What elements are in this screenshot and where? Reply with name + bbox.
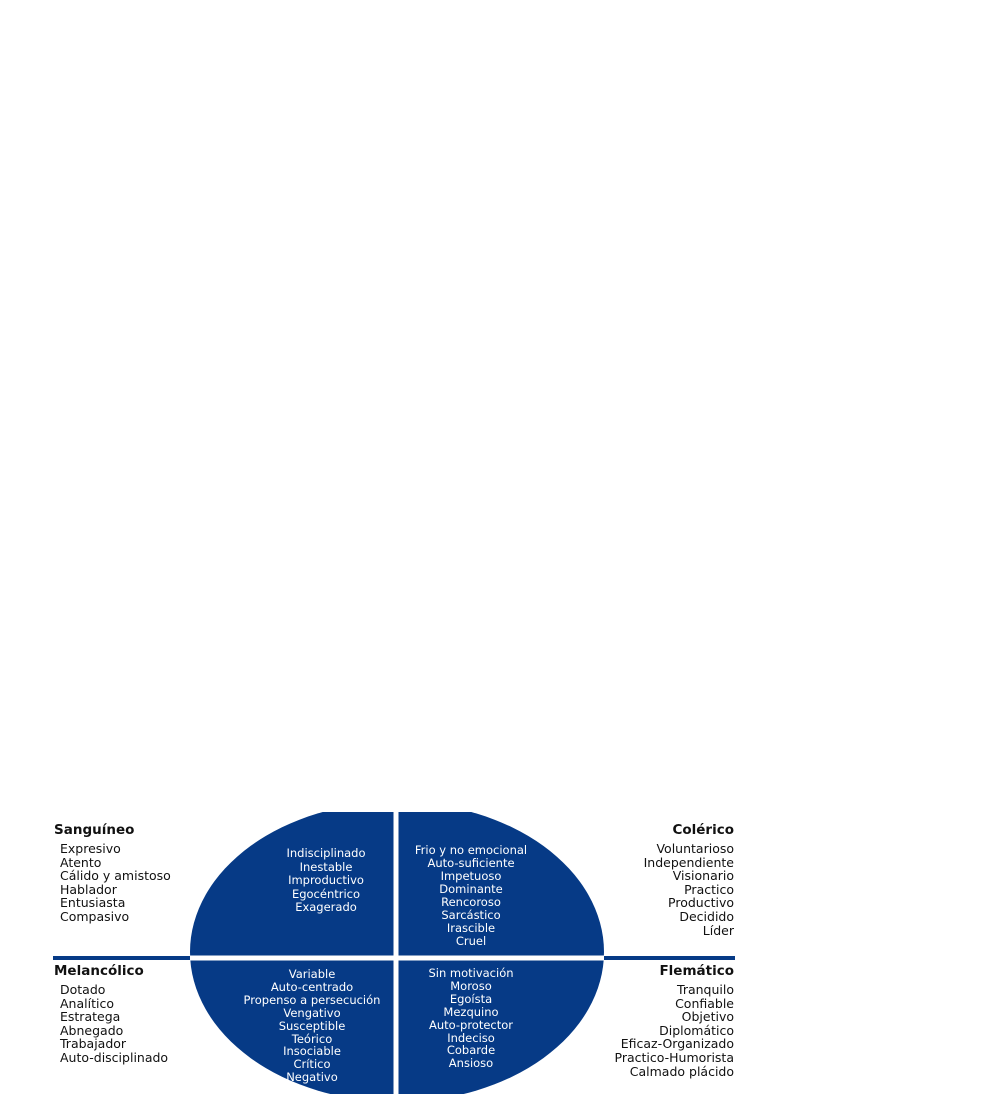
list-item: Voluntarioso bbox=[656, 841, 734, 856]
list-item: Impetuoso bbox=[440, 869, 502, 883]
sanguineo-title: Sanguíneo bbox=[54, 822, 135, 838]
list-item: Cobarde bbox=[446, 1043, 496, 1058]
list-item: Estratega bbox=[60, 1009, 121, 1025]
colerico-title: Colérico bbox=[672, 822, 734, 838]
melancolico-group bbox=[54, 963, 168, 1065]
list-item: Susceptible bbox=[278, 1018, 346, 1033]
list-item: Insociable bbox=[283, 1044, 341, 1059]
list-item: Ansioso bbox=[448, 1056, 494, 1071]
list-item: Vengativo bbox=[283, 1005, 341, 1020]
flematico-traits bbox=[615, 983, 734, 1078]
list-item: Independiente bbox=[643, 854, 734, 870]
list-item: Cálido y amistoso bbox=[60, 868, 171, 884]
melancolico-title: Melancólico bbox=[54, 963, 144, 979]
list-item: Líder bbox=[702, 922, 734, 938]
list-item: Improductivo bbox=[288, 873, 364, 887]
list-item: Irascible bbox=[446, 921, 496, 935]
sanguineo-group bbox=[54, 822, 171, 924]
list-item: Compasivo bbox=[60, 908, 130, 924]
list-item: Decidido bbox=[679, 908, 734, 924]
list-item: Moroso bbox=[450, 978, 492, 993]
list-item: Negativo bbox=[286, 1070, 338, 1085]
list-item: Atento bbox=[60, 854, 102, 870]
list-item: Hablador bbox=[60, 881, 117, 897]
list-item: Variable bbox=[288, 967, 336, 981]
list-item: Trabajador bbox=[60, 1036, 127, 1052]
list-item: Analítico bbox=[60, 995, 114, 1011]
list-item: Auto-centrado bbox=[270, 979, 354, 994]
flematico-weaknesses bbox=[371, 967, 571, 1070]
list-item: Cruel bbox=[455, 934, 487, 948]
list-item: Productivo bbox=[668, 895, 734, 911]
list-item: Teórico bbox=[291, 1031, 333, 1046]
list-item: Auto-disciplinado bbox=[60, 1049, 169, 1065]
list-item: Sarcástico bbox=[441, 908, 501, 922]
colerico-weaknesses bbox=[371, 844, 571, 948]
flematico-group bbox=[615, 963, 734, 1078]
list-item: Indisciplinado bbox=[286, 846, 366, 860]
list-item: Entusiasta bbox=[60, 895, 126, 911]
list-item: Mezquino bbox=[443, 1004, 499, 1019]
list-item: Eficaz-Organizado bbox=[620, 1036, 734, 1052]
list-item: Confiable bbox=[675, 995, 734, 1011]
list-item: Rencoroso bbox=[441, 895, 501, 909]
colerico-group bbox=[644, 822, 734, 937]
list-item: Practico bbox=[684, 881, 734, 897]
list-item: Auto-suficiente bbox=[427, 856, 515, 870]
list-item: Auto-protector bbox=[428, 1017, 514, 1032]
list-item: Calmado plácido bbox=[629, 1063, 734, 1079]
list-item: Egoísta bbox=[449, 991, 493, 1006]
flematico-weaknesses-quadrant bbox=[371, 967, 571, 1070]
list-item: Abnegado bbox=[60, 1022, 124, 1038]
list-item: Crítico bbox=[293, 1057, 331, 1072]
list-item: Tranquilo bbox=[677, 982, 734, 997]
list-item: Indeciso bbox=[447, 1030, 495, 1045]
list-item: Sin motivación bbox=[428, 966, 514, 980]
list-item: Exagerado bbox=[295, 900, 357, 914]
list-item: Objetivo bbox=[681, 1009, 734, 1025]
list-item: Dotado bbox=[60, 982, 106, 997]
list-item: Propenso a persecución bbox=[243, 992, 381, 1007]
flematico-title: Flemático bbox=[659, 963, 734, 979]
colerico-traits bbox=[644, 842, 734, 937]
list-item: Visionario bbox=[672, 868, 734, 884]
list-item: Egocéntrico bbox=[291, 886, 361, 901]
list-item: Practico-Humorista bbox=[614, 1049, 734, 1065]
list-item: Dominante bbox=[439, 882, 503, 896]
list-item: Expresivo bbox=[60, 841, 121, 856]
list-item: Frio y no emocional bbox=[414, 843, 528, 857]
colerico-weaknesses-quadrant bbox=[371, 844, 571, 948]
melancolico-traits bbox=[54, 983, 168, 1065]
sanguineo-traits bbox=[54, 842, 171, 924]
list-item: Diplomático bbox=[659, 1022, 734, 1038]
list-item: Inestable bbox=[299, 859, 353, 874]
